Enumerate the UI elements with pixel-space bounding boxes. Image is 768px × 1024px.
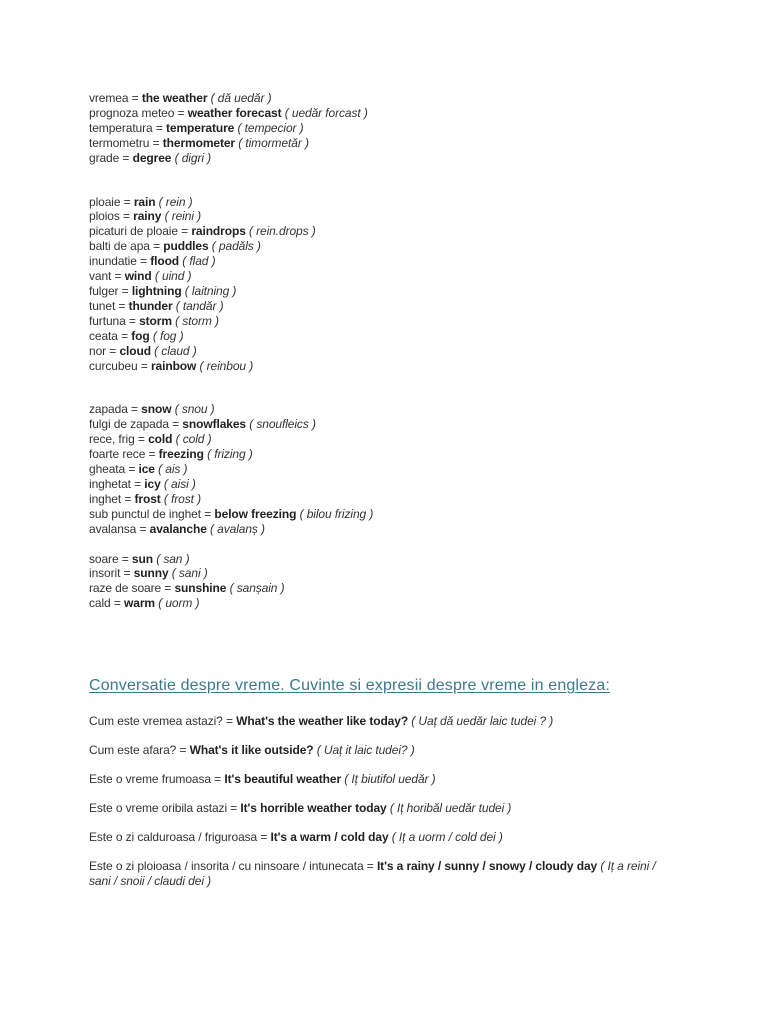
vocab-entry: zapada = snow ( snou ) [89,402,215,417]
vocab-english: rain [133,194,156,209]
vocab-english: icy [144,476,161,491]
vocab-romanian: picaturi de ploaie [89,224,178,239]
vocab-pronunciation: ( snoufleics ) [249,417,316,432]
vocab-english: avalanche [149,521,207,536]
vocab-romanian: grade [89,150,120,165]
vocab-entry: vant = wind ( uind ) [89,269,192,284]
vocab-pronunciation: ( sanșain ) [229,581,285,596]
vocab-entry: raze de soare = sunshine ( sanșain ) [89,581,285,596]
vocab-romanian: vremea [89,91,129,105]
vocab-pronunciation: ( padăls ) [211,239,261,254]
vocab-english: cold [148,432,173,447]
vocab-entry: rece, frig = cold ( cold ) [89,432,212,447]
vocab-entry: ceata = fog ( fog ) [89,328,184,343]
vocab-romanian: prognoza meteo [89,105,175,120]
vocab-english: fog [131,328,150,343]
phrase-english: It's beautiful weather [224,772,342,787]
phrase-english: It's a rainy / sunny / snowy / cloudy day [376,859,598,874]
vocab-entry: inundatie = flood ( flad ) [89,254,216,269]
vocab-pronunciation: ( tandăr ) [175,298,224,313]
vocab-group-sun [89,552,689,612]
phrase-pronunciation: ( Iț a reini / sani / snoii / claudi dei ) [89,859,656,889]
vocab-english: lightning [131,283,182,298]
vocab-english: flood [150,254,180,269]
vocab-romanian: zapada [89,402,128,417]
vocab-entry: picaturi de ploaie = raindrops ( rein.drops ) [89,224,316,239]
vocab-entry: termometru = thermometer ( timormetăr ) [89,135,309,150]
vocab-pronunciation: ( tempecior ) [237,120,304,135]
vocab-pronunciation: ( dă uedăr ) [210,91,272,105]
vocab-entry: gheata = ice ( ais ) [89,462,188,477]
vocab-romanian: termometru [89,135,150,150]
vocab-pronunciation: ( sani ) [171,566,208,581]
vocab-romanian: rece, frig [89,432,135,447]
vocab-english: snowflakes [182,417,246,432]
vocab-entry: soare = sun ( san ) [89,551,190,566]
vocab-romanian: inundatie [89,254,137,269]
vocab-pronunciation: ( bilou frizing ) [299,506,374,521]
vocab-english: thunder [128,298,173,313]
vocab-pronunciation: ( snou ) [174,402,215,417]
vocab-pronunciation: ( frost ) [163,491,202,506]
vocab-english: sunny [133,566,169,581]
phrase-pronunciation: ( Uaț dă uedăr laic tudei ? ) [411,714,554,729]
vocab-entry: fulger = lightning ( laitning ) [89,283,237,298]
phrase-item: Este o vreme frumoasa = It's beautiful weather ( Iț biutifol uedăr ) [89,772,436,787]
vocab-pronunciation: ( san ) [156,551,190,566]
vocab-entry: cald = warm ( uorm ) [89,596,200,611]
vocab-english: rainy [133,209,162,224]
phrase-romanian: Cum este vremea astazi? [89,714,223,729]
vocab-english: puddles [163,239,209,254]
vocab-english: below freezing [214,506,297,521]
phrase-pronunciation: ( Iț a uorm / cold dei ) [391,830,503,845]
vocab-english: raindrops [191,224,246,239]
vocab-entry: ploios = rainy ( reini ) [89,209,202,224]
vocab-entry: sub punctul de inghet = below freezing ( bilou frizing ) [89,506,374,521]
vocab-english: ice [138,462,155,477]
vocab-romanian: fulgi de zapada [89,417,169,432]
phrase-pronunciation: ( Uaț it laic tudei? ) [316,743,415,758]
vocab-romanian: cald [89,596,111,611]
phrase-pronunciation: ( Iț horibăl uedăr tudei ) [389,801,512,816]
section-heading: Conversatie despre vreme. Cuvinte si expresii despre vreme in engleza: [89,677,610,695]
vocab-romanian: ploaie [89,194,121,209]
vocab-entry: tunet = thunder ( tandăr ) [89,298,224,313]
vocab-english: weather forecast [187,105,282,120]
phrase-list [89,714,689,889]
vocab-romanian: balti de apa [89,239,150,254]
vocab-english: storm [139,313,172,328]
vocab-entry: avalansa = avalanche ( avalanș ) [89,521,265,536]
vocab-romanian: inghetat [89,476,131,491]
vocab-entry: furtuna = storm ( storm ) [89,313,219,328]
vocab-pronunciation: ( reini ) [164,209,202,224]
vocab-romanian: tunet [89,298,116,313]
document-page [89,91,689,903]
vocab-entry: fulgi de zapada = snowflakes ( snoufleics ) [89,417,316,432]
vocab-english: rainbow [150,358,197,373]
phrase-english: What's it like outside? [189,743,314,758]
vocab-pronunciation: ( claud ) [154,343,197,358]
vocab-pronunciation: ( ais ) [158,462,188,477]
phrase-item: Este o zi ploioasa / insorita / cu ninsoare / intunecata = It's a rainy / sunny / snowy / cloudy day ( Iț a reini / sani / snoii / claudi dei ) [89,859,656,889]
phrase-item: Este o zi calduroasa / friguroasa = It's a warm / cold day ( Iț a uorm / cold dei ) [89,830,503,845]
vocab-romanian: avalansa [89,521,137,536]
phrase-romanian: Este o zi calduroasa / friguroasa [89,830,258,845]
vocab-pronunciation: ( storm ) [175,313,219,328]
vocab-english: thermometer [162,135,236,150]
vocab-entry: grade = degree ( digri ) [89,150,212,165]
vocab-romanian: ceata [89,328,118,343]
vocab-entry: nor = cloud ( claud ) [89,343,197,358]
vocab-entry: inghet = frost ( frost ) [89,491,202,506]
vocab-pronunciation: ( frizing ) [207,447,253,462]
phrase-item: Cum este vremea astazi? = What's the weather like today? ( Uaț dă uedăr laic tudei ? ) [89,714,554,729]
phrase-romanian: Cum este afara? [89,743,177,758]
vocab-entry: temperatura = temperature ( tempecior ) [89,120,304,135]
vocab-english: warm [124,596,155,611]
vocab-romanian: nor [89,343,107,358]
vocab-english: the weather [141,91,208,105]
vocab-pronunciation: ( cold ) [175,432,212,447]
vocab-romanian: sub punctul de inghet [89,506,201,521]
vocab-group-snow [89,402,689,536]
vocab-romanian: foarte rece [89,447,146,462]
vocab-romanian: fulger [89,283,119,298]
phrase-english: What's the weather like today? [236,714,409,729]
phrase-item: Este o vreme oribila astazi = It's horrible weather today ( Iț horibăl uedăr tudei ) [89,801,512,816]
vocab-english: freezing [158,447,204,462]
vocab-group-rain [89,195,689,374]
phrase-romanian: Este o vreme oribila astazi [89,801,228,816]
vocab-pronunciation: ( avalanș ) [210,521,265,536]
phrase-english: It's horrible weather today [240,801,387,816]
vocab-pronunciation: ( timormetăr ) [238,135,309,150]
phrase-romanian: Este o zi ploioasa / insorita / cu ninsoare / intunecata [89,859,364,874]
vocab-entry: curcubeu = rainbow ( reinbou ) [89,358,254,373]
vocab-pronunciation: ( rein.drops ) [249,224,316,239]
vocab-romanian: ploios [89,209,120,224]
vocab-pronunciation: ( digri ) [174,150,212,165]
vocab-english: snow [141,402,172,417]
phrase-pronunciation: ( Iț biutifol uedăr ) [344,772,436,787]
vocab-romanian: curcubeu [89,358,138,373]
vocab-romanian: vant [89,269,112,284]
vocab-entry: inghetat = icy ( aisi ) [89,476,196,491]
vocab-entry: vremea = the weather ( dă uedăr ) [89,91,272,105]
vocab-romanian: furtuna [89,313,126,328]
vocab-entry: insorit = sunny ( sani ) [89,566,208,581]
vocab-romanian: soare [89,551,119,566]
phrase-english: It's a warm / cold day [270,830,389,845]
vocab-pronunciation: ( laitning ) [184,283,237,298]
vocab-pronunciation: ( uind ) [154,269,192,284]
vocab-english: temperature [166,120,235,135]
vocab-pronunciation: ( flad ) [182,254,216,269]
vocab-romanian: raze de soare [89,581,162,596]
vocab-entry: ploaie = rain ( rein ) [89,194,193,209]
vocab-entry: prognoza meteo = weather forecast ( uedăr forcast ) [89,105,368,120]
vocab-group-weather [89,91,689,166]
vocab-english: degree [132,150,172,165]
vocab-pronunciation: ( rein ) [158,194,193,209]
vocab-english: sunshine [174,581,227,596]
vocab-pronunciation: ( uedăr forcast ) [284,105,368,120]
vocab-romanian: insorit [89,566,121,581]
vocab-english: cloud [119,343,151,358]
vocab-romanian: gheata [89,462,126,477]
vocab-entry: foarte rece = freezing ( frizing ) [89,447,253,462]
phrase-item: Cum este afara? = What's it like outside? ( Uaț it laic tudei? ) [89,743,415,758]
phrase-romanian: Este o vreme frumoasa [89,772,211,787]
vocab-pronunciation: ( aisi ) [163,476,196,491]
vocab-pronunciation: ( uorm ) [158,596,200,611]
vocab-english: sun [131,551,153,566]
vocab-romanian: inghet [89,491,122,506]
vocab-romanian: temperatura [89,120,153,135]
vocab-english: frost [134,491,161,506]
vocab-entry: balti de apa = puddles ( padăls ) [89,239,261,254]
vocab-pronunciation: ( fog ) [152,328,184,343]
vocab-pronunciation: ( reinbou ) [199,358,254,373]
vocab-english: wind [124,269,152,284]
